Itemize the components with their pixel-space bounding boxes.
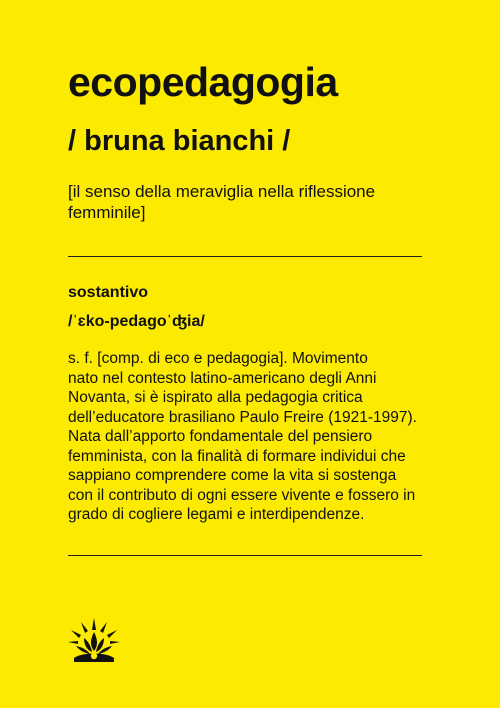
subtitle-line: femminile] (68, 203, 146, 222)
part-of-speech: sostantivo (68, 284, 149, 301)
subtitle-line: [il senso della meraviglia nella riflessione (68, 182, 376, 201)
book-subtitle (68, 181, 428, 223)
definition-text (68, 349, 438, 525)
definition-line: dell’educatore brasiliano Paulo Freire (1921-1997). (68, 408, 417, 426)
definition-line: Novanta, si è ispirato alla pedagogia critica (68, 389, 363, 406)
divider-top (68, 256, 422, 257)
definition-line: grado di cogliere legami e interdipendenze. (68, 506, 365, 523)
definition-line: femminista, con la finalità di formare individui che (68, 447, 406, 465)
definition-line: nato nel contesto latino-americano degli Anni (68, 369, 377, 387)
definition-line: sappiano comprendere come la vita si sostenga (68, 467, 397, 484)
definition-line: con il contributo di ogni essere vivente e fossero in (68, 486, 416, 504)
sunburst-publisher-logo-icon (68, 618, 120, 664)
definition-line: Nata dall’apporto fondamentale del pensiero (68, 428, 373, 445)
definition-line: s. f. [comp. di eco e pedagogia]. Movimento (68, 350, 368, 367)
book-author: / bruna bianchi / (68, 125, 291, 157)
pronunciation: /ˈɛko-pedagoˈʤia/ (68, 313, 205, 330)
divider-bottom (68, 555, 422, 556)
book-title: ecopedagogia (68, 59, 338, 105)
